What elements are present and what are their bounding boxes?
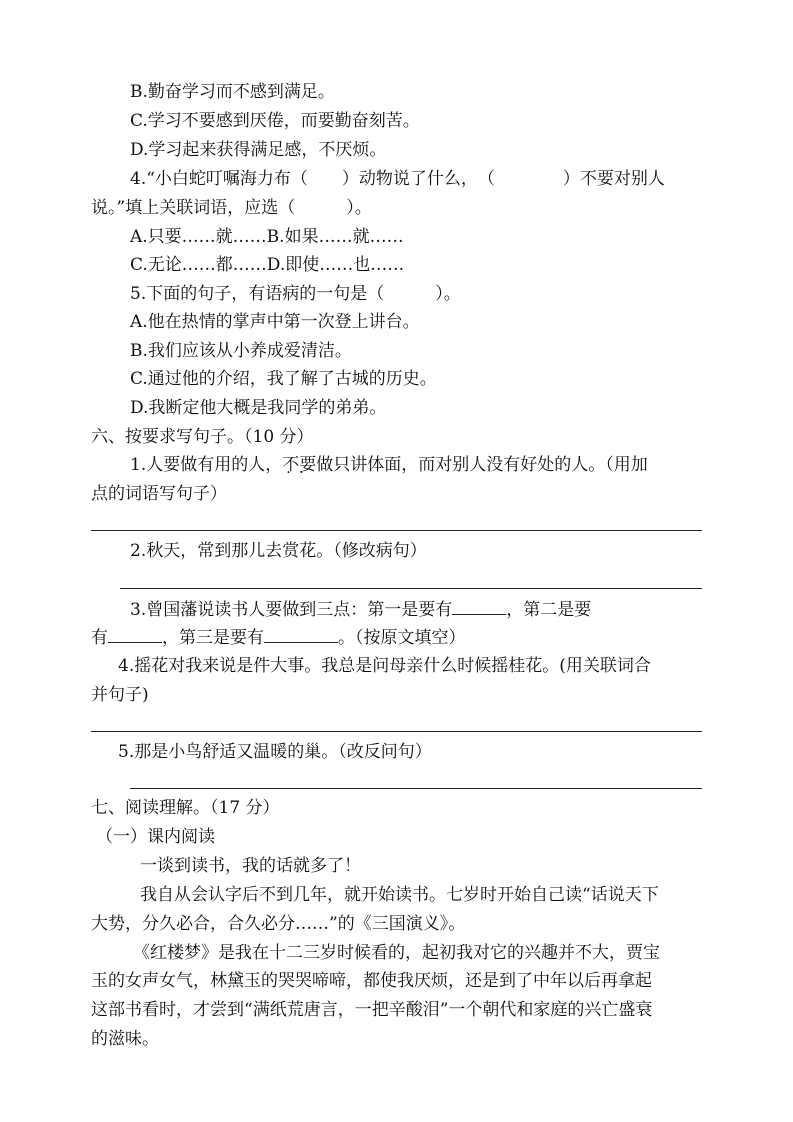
q3-option-d: D.学习起来获得满足感，不厌烦。 xyxy=(130,140,387,160)
s6-q1-line1 xyxy=(130,454,648,476)
reading-p3-line4: 的滋味。 xyxy=(91,1029,159,1049)
section7-subtitle: （一）课内阅读 xyxy=(96,827,215,847)
s6-q3-text-c: 有 xyxy=(91,628,108,648)
q3-option-b: B.勤奋学习而不感到满足。 xyxy=(130,82,335,102)
s6-q3-text-e: 。（按原文填空） xyxy=(338,628,466,648)
reading-p3-line2: 玉的女声女气，林黛玉的哭哭啼啼，都使我厌烦，还是到了中年以后再拿起 xyxy=(91,971,652,991)
s6-q3-text-a: 3.曾国藩说读书人要做到三点：第一是要有 xyxy=(130,600,453,620)
q5-option-b: B.我们应该从小养成爱清洁。 xyxy=(130,341,352,361)
reading-p3-line1: 《红楼梦》是我在十二三岁时候看的，起初我对它的兴趣并不大，贾宝 xyxy=(133,943,660,963)
fill-blank-1[interactable] xyxy=(452,598,506,615)
s6-q1-pre: 1.人要做有用的人， xyxy=(130,455,283,475)
fill-blank-3[interactable] xyxy=(264,626,338,643)
dotted-words: 不要 · · xyxy=(282,455,316,475)
answer-line-5[interactable] xyxy=(130,788,702,789)
s6-q3-line1 xyxy=(130,598,591,621)
reading-p2-line1: 我自从会认字后不到几年，就开始读书。七岁时开始自己读“话说天下 xyxy=(140,885,659,905)
fill-blank-2[interactable] xyxy=(108,626,162,643)
q4-stem-line1: 4.“小白蛇叮嘱海力布（ ）动物说了什么， （ ）不要对别人 xyxy=(130,169,665,189)
q3-option-c: C.学习不要感到厌倦，而要勤奋刻苦。 xyxy=(130,111,420,131)
s6-q1-line2: 点的词语写句子） xyxy=(91,484,227,504)
q4-options-ab: A.只要……就……B.如果……就…… xyxy=(130,227,404,247)
answer-line-2[interactable] xyxy=(120,588,702,589)
q4-stem-line2: 说。”填上关联词语，应选（ ）。 xyxy=(91,198,372,218)
s6-q5: 5.那是小鸟舒适又温暖的巢。（改反问句） xyxy=(118,742,432,762)
answer-line-4[interactable] xyxy=(91,731,702,732)
s6-q4-line2: 并句子) xyxy=(91,685,149,705)
s6-q3-text-d: ，第三是要有 xyxy=(162,628,264,648)
reading-p2-line2: 大势，分久必合，合久必分……”的《三国演义》。 xyxy=(91,914,466,934)
reading-p3-line3: 这部书看时，才尝到“满纸荒唐言，一把辛酸泪”一个朝代和家庭的兴亡盛衰 xyxy=(91,1000,653,1020)
s6-q3-line2 xyxy=(91,626,466,649)
s6-q4-line1: 4.摇花对我来说是件大事。我总是问母亲什么时候摇桂花。(用关联词合 xyxy=(118,656,651,676)
s6-q1-post: 做只讲体面，而对别人没有好处的人。（用加 xyxy=(316,455,648,475)
q4-options-cd: C.无论……都……D.即使……也…… xyxy=(130,255,405,275)
q5-stem: 5.下面的句子，有语病的一句是（ ）。 xyxy=(130,284,461,304)
q5-option-a: A.他在热情的掌声中第一次登上讲台。 xyxy=(130,312,420,332)
s6-q3-text-b: ，第二是要 xyxy=(506,600,592,620)
answer-line-1[interactable] xyxy=(91,530,702,531)
section6-title: 六、按要求写句子。（10 分） xyxy=(91,427,314,447)
q5-option-c: C.通过他的介绍，我了解了古城的历史。 xyxy=(130,369,437,389)
reading-p1: 一谈到读书，我的话就多了！ xyxy=(140,856,361,876)
section7-title: 七、阅读理解。（17 分） xyxy=(91,798,280,818)
q5-option-d: D.我断定他大概是我同学的弟弟。 xyxy=(130,398,387,418)
s6-q2: 2.秋天，常到那儿去赏花。（修改病句） xyxy=(130,541,427,561)
